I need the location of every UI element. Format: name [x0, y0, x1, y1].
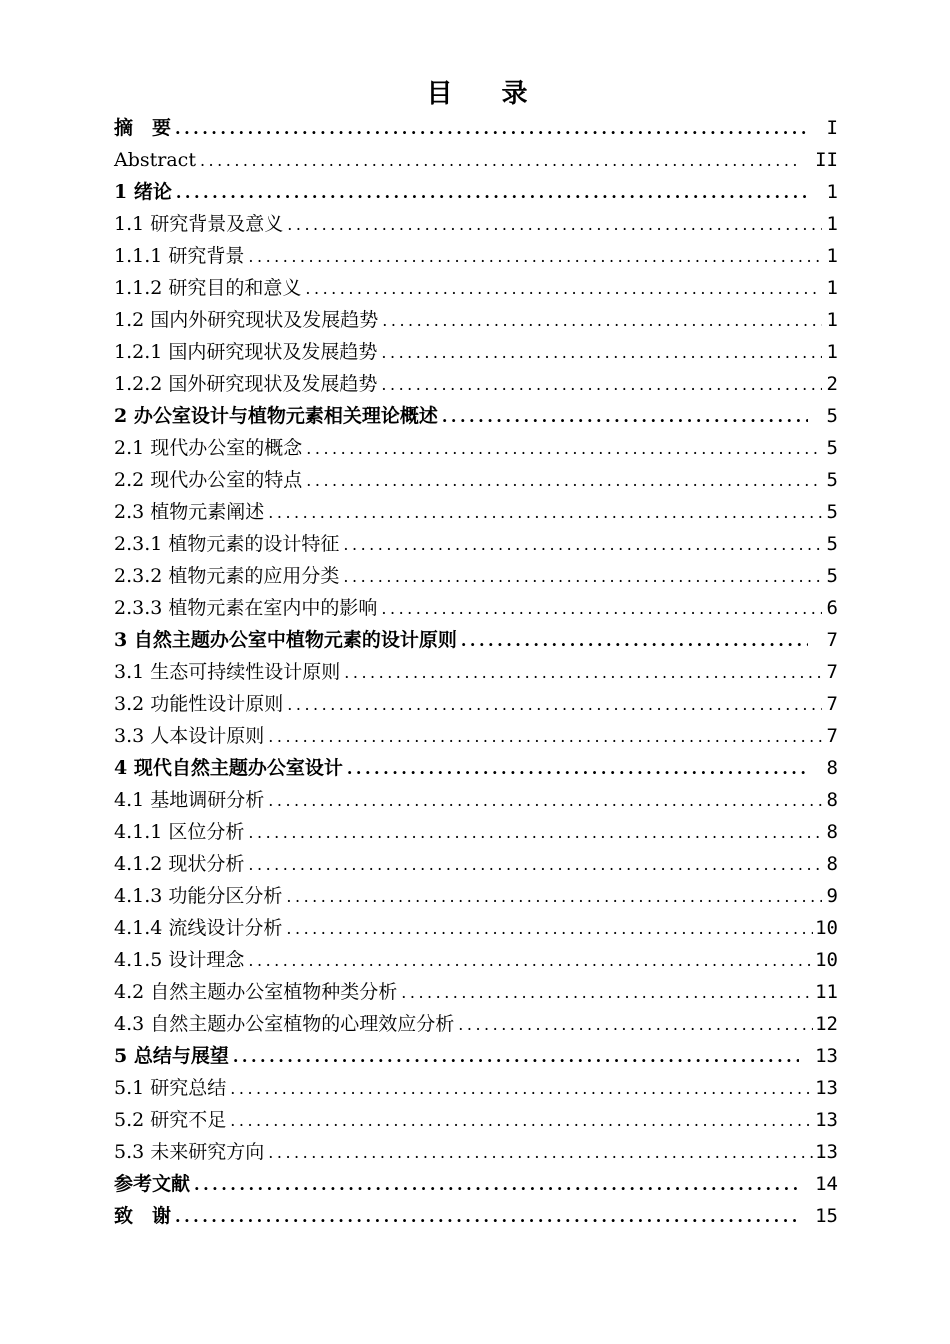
toc-entry-page-number: 6: [826, 597, 838, 619]
toc-entry[interactable]: [114, 1072, 838, 1104]
toc-entry-label: 摘 要: [114, 117, 172, 139]
toc-entry-label: 5.3 未来研究方向: [114, 1141, 265, 1163]
toc-entry-label: 3.3 人本设计原则: [114, 725, 265, 747]
toc-entry-label: 1.1.2 研究目的和意义: [114, 277, 302, 299]
toc-entry-page-number: 8: [826, 757, 838, 779]
toc-entry[interactable]: [114, 816, 838, 848]
toc-entry-label: 2.3.2 植物元素的应用分类: [114, 565, 340, 587]
dot-leader: [268, 785, 822, 817]
dot-leader: [230, 1105, 813, 1137]
dot-leader: [175, 113, 808, 145]
toc-entry[interactable]: [114, 208, 838, 240]
dot-leader: [442, 401, 808, 433]
toc-entry[interactable]: [114, 912, 838, 944]
toc-entry-label: 2.1 现代办公室的概念: [114, 437, 303, 459]
toc-entry-page-number: 5: [826, 565, 838, 587]
toc-entry-page-number: 5: [826, 533, 838, 555]
dot-leader: [176, 177, 808, 209]
toc-entry[interactable]: [114, 176, 838, 208]
toc-entry[interactable]: [114, 688, 838, 720]
toc-entry-page-number: 1: [826, 341, 838, 363]
toc-entry-label: 1 绪论: [114, 181, 172, 203]
toc-entry-label: 1.2.2 国外研究现状及发展趋势: [114, 373, 378, 395]
toc-entry-page-number: 13: [815, 1109, 838, 1131]
toc-entry-page-number: II: [815, 149, 838, 171]
toc-entry-page-number: 1: [826, 181, 838, 203]
toc-entry[interactable]: [114, 464, 838, 496]
toc-entry[interactable]: [114, 496, 838, 528]
toc-entry-page-number: 10: [815, 949, 838, 971]
toc-entry-label: 4.1.2 现状分析: [114, 853, 245, 875]
toc-entry[interactable]: [114, 272, 838, 304]
toc-entry-label: 5.2 研究不足: [114, 1109, 227, 1131]
toc-entry-label: 4.1.5 设计理念: [114, 949, 245, 971]
toc-entry[interactable]: [114, 752, 838, 784]
dot-leader: [343, 561, 822, 593]
dot-leader: [305, 273, 822, 305]
toc-entry-page-number: 5: [826, 437, 838, 459]
dot-leader: [268, 497, 822, 529]
toc-entry[interactable]: [114, 432, 838, 464]
dot-leader: [286, 913, 813, 945]
toc-entry-page-number: 13: [815, 1045, 838, 1067]
toc-entry[interactable]: [114, 304, 838, 336]
toc-entry-page-number: 8: [826, 821, 838, 843]
toc-entry-label: Abstract: [114, 149, 196, 171]
toc-entry-page-number: 13: [815, 1141, 838, 1163]
toc-entry[interactable]: [114, 368, 838, 400]
toc-entry-label: 2.3 植物元素阐述: [114, 501, 265, 523]
toc-entry-label: 3.2 功能性设计原则: [114, 693, 284, 715]
dot-leader: [381, 369, 822, 401]
toc-entry-page-number: 15: [815, 1205, 838, 1227]
toc-entry[interactable]: [114, 1168, 838, 1200]
toc-entry-label: 4.2 自然主题办公室植物种类分析: [114, 981, 398, 1003]
toc-entry-page-number: 1: [826, 245, 838, 267]
page-title: 目 录: [426, 79, 548, 109]
dot-leader: [306, 465, 822, 497]
toc-entry-page-number: 11: [815, 981, 838, 1003]
toc-entry-page-number: 7: [826, 693, 838, 715]
dot-leader: [194, 1169, 799, 1201]
dot-leader: [286, 881, 822, 913]
dot-leader: [230, 1073, 813, 1105]
toc-entry[interactable]: [114, 1104, 838, 1136]
toc-entry-label: 4.1 基地调研分析: [114, 789, 265, 811]
dot-leader: [268, 721, 822, 753]
toc-entry-label: 4 现代自然主题办公室设计: [114, 757, 343, 779]
toc-entry[interactable]: [114, 656, 838, 688]
dot-leader: [458, 1009, 813, 1041]
dot-leader: [248, 817, 822, 849]
toc-entry[interactable]: [114, 112, 838, 144]
toc-entry-label: 1.1.1 研究背景: [114, 245, 245, 267]
toc-entry-page-number: 14: [815, 1173, 838, 1195]
toc-entry-label: 4.3 自然主题办公室植物的心理效应分析: [114, 1013, 455, 1035]
toc-entry-label: 4.1.3 功能分区分析: [114, 885, 283, 907]
toc-entry-label: 5 总结与展望: [114, 1045, 229, 1067]
toc-entry[interactable]: [114, 336, 838, 368]
toc-entry[interactable]: [114, 1136, 838, 1168]
dot-leader: [306, 433, 822, 465]
toc-entry[interactable]: [114, 720, 838, 752]
toc-entry-label: 5.1 研究总结: [114, 1077, 227, 1099]
toc-entry[interactable]: [114, 528, 838, 560]
dot-leader: [248, 241, 822, 273]
dot-leader: [233, 1041, 799, 1073]
toc-entry-page-number: 10: [815, 917, 838, 939]
toc-entry-label: 3 自然主题办公室中植物元素的设计原则: [114, 629, 457, 651]
dot-leader: [344, 657, 822, 689]
toc-entry-page-number: 5: [826, 405, 838, 427]
toc-entry-page-number: I: [826, 117, 838, 139]
toc-entry[interactable]: [114, 144, 838, 176]
dot-leader: [248, 849, 822, 881]
toc-entry[interactable]: [114, 624, 838, 656]
dot-leader: [461, 625, 808, 657]
toc-entry-page-number: 13: [815, 1077, 838, 1099]
toc-entry-page-number: 1: [826, 277, 838, 299]
toc-entry[interactable]: [114, 880, 838, 912]
toc-entry[interactable]: [114, 400, 838, 432]
dot-leader: [347, 753, 808, 785]
toc-entry-label: 1.2 国内外研究现状及发展趋势: [114, 309, 379, 331]
toc-entry[interactable]: [114, 976, 838, 1008]
toc-entry-page-number: 7: [826, 725, 838, 747]
dot-leader: [343, 529, 822, 561]
dot-leader: [381, 337, 822, 369]
toc-entry-page-number: 12: [815, 1013, 838, 1035]
toc-entry-label: 1.1 研究背景及意义: [114, 213, 284, 235]
toc-entry-label: 3.1 生态可持续性设计原则: [114, 661, 341, 683]
toc-entry[interactable]: [114, 1200, 838, 1232]
dot-leader: [401, 977, 813, 1009]
toc-entry-page-number: 2: [826, 373, 838, 395]
toc-entry-page-number: 7: [826, 661, 838, 683]
toc-entry[interactable]: [114, 784, 838, 816]
table-of-contents: [114, 112, 838, 1232]
toc-entry[interactable]: [114, 848, 838, 880]
toc-entry[interactable]: [114, 1008, 838, 1040]
toc-entry-label: 2.3.3 植物元素在室内中的影响: [114, 597, 378, 619]
toc-entry-label: 4.1.1 区位分析: [114, 821, 245, 843]
dot-leader: [268, 1137, 813, 1169]
dot-leader: [287, 209, 822, 241]
toc-entry-label: 参考文献: [114, 1173, 191, 1195]
toc-entry[interactable]: [114, 592, 838, 624]
dot-leader: [381, 593, 822, 625]
toc-entry[interactable]: [114, 560, 838, 592]
dot-leader: [248, 945, 813, 977]
toc-entry-label: 1.2.1 国内研究现状及发展趋势: [114, 341, 378, 363]
toc-entry-page-number: 7: [826, 629, 838, 651]
toc-entry-page-number: 5: [826, 469, 838, 491]
dot-leader: [287, 689, 822, 721]
toc-entry-page-number: 1: [826, 309, 838, 331]
dot-leader: [200, 145, 799, 177]
toc-entry-page-number: 9: [826, 885, 838, 907]
toc-entry[interactable]: [114, 944, 838, 976]
toc-entry-label: 致 谢: [114, 1205, 172, 1227]
toc-entry-page-number: 8: [826, 789, 838, 811]
toc-entry-page-number: 5: [826, 501, 838, 523]
toc-entry-label: 4.1.4 流线设计分析: [114, 917, 283, 939]
toc-entry[interactable]: [114, 240, 838, 272]
dot-leader: [175, 1201, 799, 1233]
toc-entry-page-number: 1: [826, 213, 838, 235]
toc-entry[interactable]: [114, 1040, 838, 1072]
toc-entry-label: 2 办公室设计与植物元素相关理论概述: [114, 405, 438, 427]
toc-entry-label: 2.3.1 植物元素的设计特征: [114, 533, 340, 555]
dot-leader: [382, 305, 822, 337]
toc-entry-label: 2.2 现代办公室的特点: [114, 469, 303, 491]
toc-entry-page-number: 8: [826, 853, 838, 875]
